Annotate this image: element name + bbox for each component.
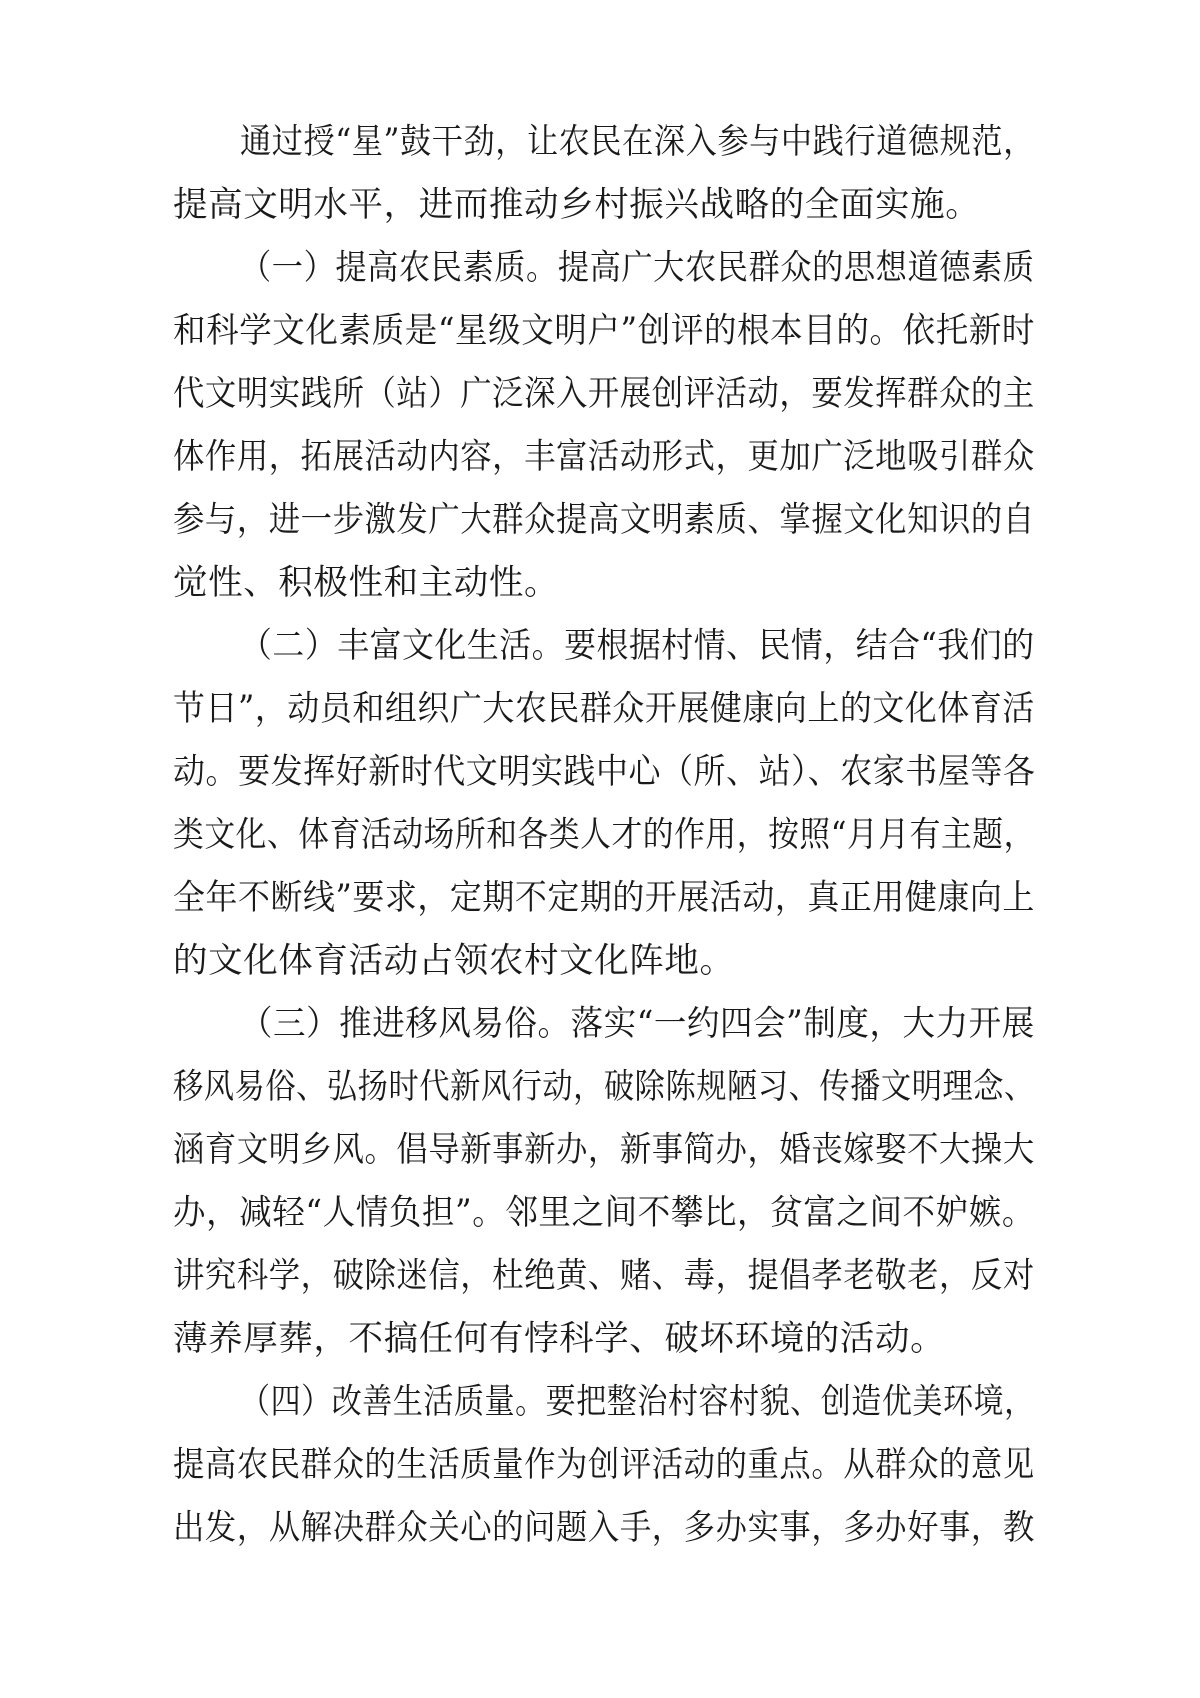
section-2-line-6: 的文化体育活动占领农村文化阵地。 (173, 941, 735, 981)
paragraph-intro-line-1: 通过授“星”鼓干劲，让农民在深入参与中践行道德规范， (240, 122, 1035, 162)
section-3-line-5: 讲究科学，破除迷信，杜绝黄、赌、毒，提倡孝老敬老，反对 (173, 1256, 1035, 1296)
section-1-line-2: 和科学文化素质是“星级文明户”创评的根本目的。依托新时 (173, 311, 1035, 351)
section-2-line-2: 节日”，动员和组织广大农民群众开展健康向上的文化体育活 (173, 689, 1035, 729)
section-1-line-3: 代文明实践所（站）广泛深入开展创评活动，要发挥群众的主 (173, 374, 1035, 414)
paragraph-intro-line-2: 提高文明水平，进而推动乡村振兴战略的全面实施。 (173, 185, 981, 225)
section-2-line-3: 动。要发挥好新时代文明实践中心（所、站）、农家书屋等各 (173, 752, 1036, 792)
section-1-line-1: （一）提高农民素质。提高广大农民群众的思想道德素质 (240, 248, 1035, 288)
section-4-line-1: （四）改善生活质量。要把整治村容村貌、创造优美环境， (240, 1382, 1035, 1422)
section-2-line-4: 类文化、体育活动场所和各类人才的作用，按照“月月有主题， (173, 815, 1035, 855)
section-3-line-2: 移风易俗、弘扬时代新风行动，破除陈规陋习、传播文明理念、 (173, 1067, 1035, 1107)
section-3-line-6: 薄养厚葬，不搞任何有悖科学、破坏环境的活动。 (173, 1319, 946, 1359)
section-3-line-3: 涵育文明乡风。倡导新事新办，新事简办，婚丧嫁娶不大操大 (173, 1130, 1035, 1170)
section-1-line-5: 参与，进一步激发广大群众提高文明素质、掌握文化知识的自 (173, 500, 1035, 540)
section-2-line-1: （二）丰富文化生活。要根据村情、民情，结合“我们的 (240, 626, 1035, 666)
section-2-line-5: 全年不断线”要求，定期不定期的开展活动，真正用健康向上 (173, 878, 1035, 918)
section-3-line-1: （三）推进移风易俗。落实“一约四会”制度，大力开展 (240, 1004, 1035, 1044)
section-1-line-6: 觉性、积极性和主动性。 (173, 563, 560, 603)
section-4-line-2: 提高农民群众的生活质量作为创评活动的重点。从群众的意见 (173, 1445, 1035, 1485)
section-1-line-4: 体作用，拓展活动内容，丰富活动形式，更加广泛地吸引群众 (173, 437, 1035, 477)
section-3-line-4: 办，减轻“人情负担”。邻里之间不攀比，贫富之间不妒嫉。 (173, 1193, 1035, 1233)
section-4-line-3: 出发，从解决群众关心的问题入手，多办实事，多办好事，教 (173, 1508, 1035, 1548)
